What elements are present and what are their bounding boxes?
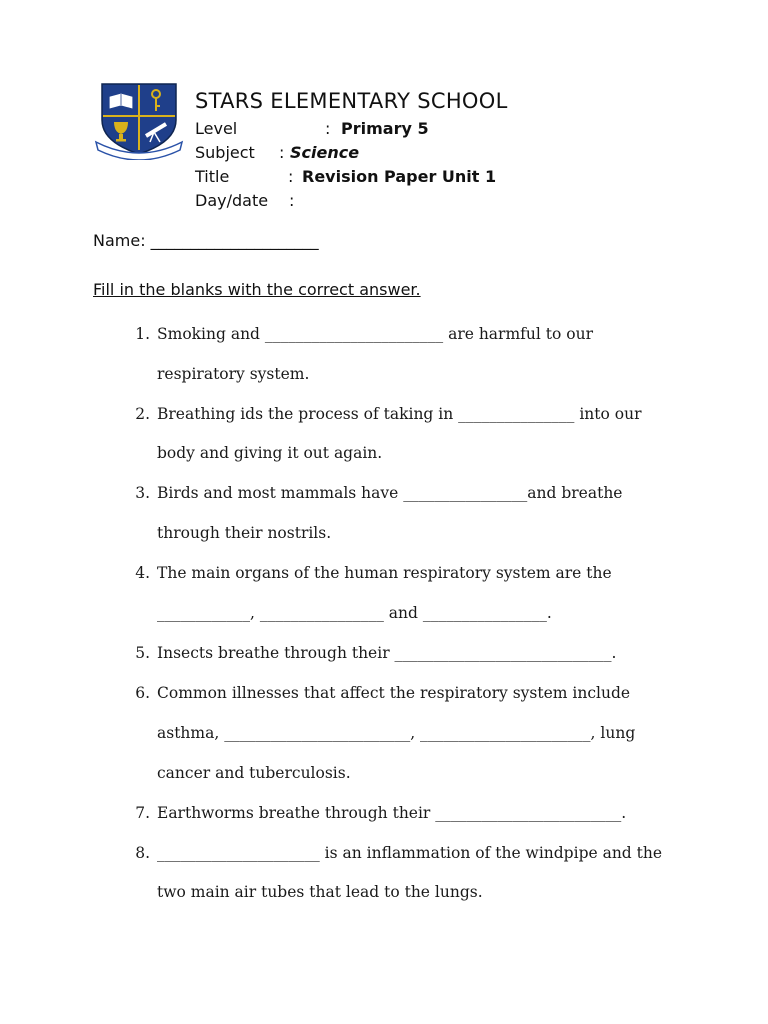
question-number: 8. bbox=[135, 844, 150, 862]
question-text: respiratory system. bbox=[157, 365, 310, 383]
daydate-separator: : bbox=[289, 191, 295, 210]
subject-label: Subject bbox=[195, 143, 255, 162]
question-text: ____________, ________________ and ________________. bbox=[157, 604, 552, 622]
school-name: STARS ELEMENTARY SCHOOL bbox=[195, 89, 508, 113]
subject-separator: : bbox=[279, 143, 285, 162]
question-text: asthma, ________________________, ______________________, lung bbox=[157, 724, 636, 742]
question-text: Smoking and _______________________ are harmful to our bbox=[157, 325, 593, 343]
question-text: Insects breathe through their ____________________________. bbox=[157, 644, 617, 662]
question-text: body and giving it out again. bbox=[157, 444, 383, 462]
question-text: two main air tubes that lead to the lungs. bbox=[157, 883, 483, 901]
subject-value: Science bbox=[290, 143, 360, 162]
question-number: 5. bbox=[135, 644, 150, 662]
daydate-label: Day/date bbox=[195, 191, 269, 210]
title-value: Revision Paper Unit 1 bbox=[302, 167, 497, 186]
level-separator: : bbox=[325, 119, 331, 138]
question-text: Birds and most mammals have ________________and breathe bbox=[157, 484, 623, 502]
question-number: 7. bbox=[135, 804, 150, 822]
level-label: Level bbox=[195, 119, 238, 138]
question-text: Breathing ids the process of taking in _______________ into our bbox=[157, 405, 642, 423]
title-separator: : bbox=[288, 167, 294, 186]
school-logo bbox=[94, 80, 184, 160]
name-field-line: Name: _____________________ bbox=[93, 231, 319, 250]
question-number: 1. bbox=[135, 325, 150, 343]
question-number: 4. bbox=[135, 564, 150, 582]
question-text: cancer and tuberculosis. bbox=[157, 764, 351, 782]
question-number: 6. bbox=[135, 684, 150, 702]
shield-crest-icon bbox=[94, 80, 184, 160]
question-text: Earthworms breathe through their ________________________. bbox=[157, 804, 627, 822]
question-number: 2. bbox=[135, 405, 150, 423]
question-text: _____________________ is an inflammation of the windpipe and the bbox=[157, 844, 663, 862]
question-text: Common illnesses that affect the respiratory system include bbox=[157, 684, 631, 702]
question-text: The main organs of the human respiratory system are the bbox=[157, 564, 612, 582]
question-number: 3. bbox=[135, 484, 150, 502]
level-value: Primary 5 bbox=[341, 119, 429, 138]
instruction-text: Fill in the blanks with the correct answer. bbox=[93, 280, 421, 299]
title-label: Title bbox=[195, 167, 230, 186]
question-text: through their nostrils. bbox=[157, 524, 332, 542]
